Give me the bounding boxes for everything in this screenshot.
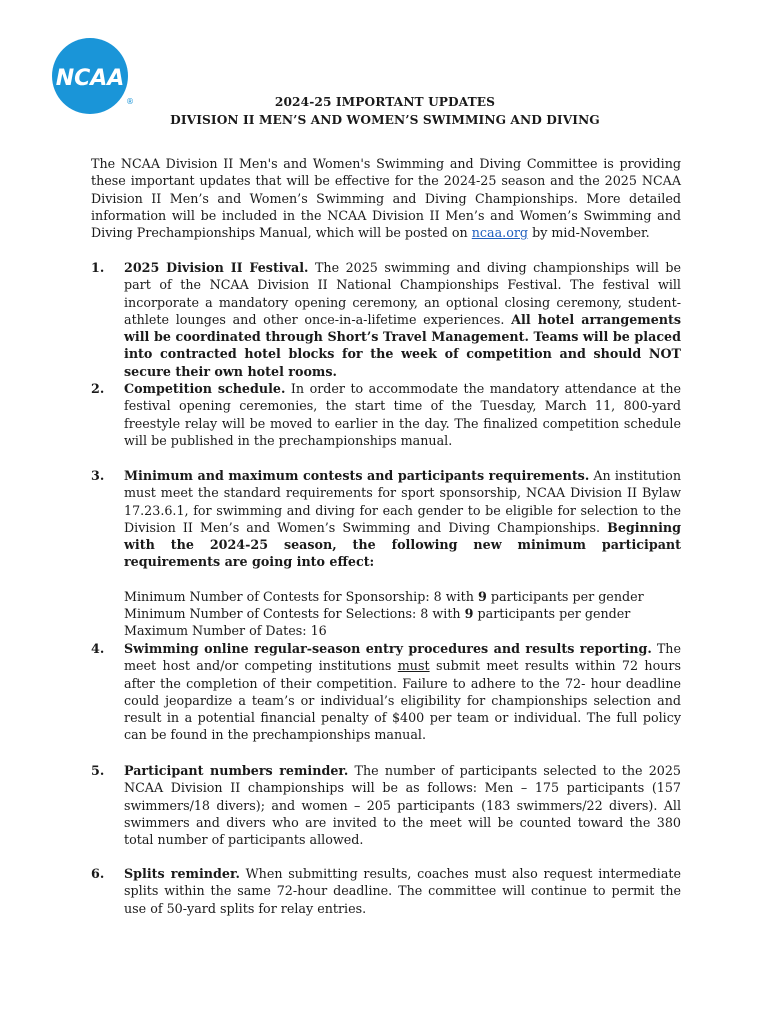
item-title: Competition schedule.	[124, 381, 286, 396]
list-item: 2. Competition schedule. In order to accommodate the mandatory attendance at the festival opening ceremonies, the start time of the Tuesday, March 11, 800-yard freestyle relay will be moved to earlier in the day. The finalized competition schedule will be published in the prechampionships manual.	[91, 381, 681, 448]
sponsorship-limit: Minimum Number of Contests for Sponsorship: 8 with 9 participants per gender	[124, 588, 644, 604]
item-number: 2.	[91, 381, 105, 396]
list-item: 6. Splits reminder. When submitting results, coaches must also request intermediate splits within the same 72-hour deadline. The committee will continue to permit the use of 50-yard splits for relay entries.	[91, 866, 681, 916]
item-bold-text: All hotel arrangements will be coordinated through Short’s Travel Management. Teams will be placed into contracted hotel blocks for the week of competition and should NOT secure their own hotel rooms.	[124, 311, 681, 379]
item-title: Participant numbers reminder.	[124, 763, 349, 778]
item-title: Minimum and maximum contests and participants requirements.	[124, 468, 590, 483]
item-number: 5.	[91, 763, 105, 778]
underlined-word: must	[397, 658, 430, 674]
ncaa-org-link[interactable]: ncaa.org	[471, 225, 529, 241]
item-number: 3.	[91, 468, 105, 483]
list-item: 3. Minimum and maximum contests and participants requirements. An institution must meet the standard requirements for sport sponsorship, NCAA Division II Bylaw 17.23.6.1, for swimming and diving for each gender to be eligible for selection to the Division II Men’s and Women’s Swimming and Diving Championships. Beginning with the 2024-25 season, the following new minimum participant requirements are going into effect: Minimum Number of Contests for Sponsorship: 8 with 9 participants per gender Minimum Number of Contests for Selections: 8 with 9 participants per gender Maximum Number of Dates: 16	[91, 468, 681, 639]
max-dates: Maximum Number of Dates: 16	[124, 623, 327, 639]
item-number: 4.	[91, 641, 105, 656]
contest-limits	[124, 588, 681, 640]
list-item: 5. Participant numbers reminder. The number of participants selected to the 2025 NCAA Division II championships will be as follows: Men – 175 participants (157 swimmers/18 divers); and women – 205 participants (183 swimmers/22 divers). All swimmers and divers who are invited to the meet will be counted toward the 380 total number of participants allowed.	[91, 763, 681, 848]
item-title: Splits reminder.	[124, 866, 240, 881]
intro-paragraph: The NCAA Division II Men's and Women's Swimming and Diving Committee is providing these important updates that will be effective for the 2024-25 season and the 2025 NCAA Division II Men’s and Women’s Swimming and Diving Championships. More detailed information will be included in the NCAA Division II Men’s and Women’s Swimming and Diving Prechampionships Manual, which will be posted on ncaa.org by mid-November.	[91, 156, 681, 241]
item-title: 2025 Division II Festival.	[124, 260, 309, 275]
selections-limit: Minimum Number of Contests for Selections: 8 with 9 participants per gender	[124, 606, 631, 622]
registered-mark: ®	[126, 97, 134, 106]
item-title: Swimming online regular-season entry procedures and results reporting.	[124, 641, 652, 656]
heading-line-2: DIVISION II MEN’S AND WOMEN’S SWIMMING AND DIVING	[170, 112, 600, 127]
item-number: 6.	[91, 866, 105, 881]
item-number: 1.	[91, 260, 105, 275]
logo-text: NCAA	[55, 66, 125, 91]
document-heading	[90, 94, 680, 129]
heading-line-1: 2024-25 IMPORTANT UPDATES	[274, 95, 496, 109]
list-item: 1. 2025 Division II Festival. The 2025 swimming and diving championships will be part of the NCAA Division II National Championships Festival. The festival will incorporate a mandatory opening ceremony, an optional closing ceremony, student-athlete lounges and other once-in-a-lifetime experiences. All hotel arrangements will be coordinated through Short’s Travel Management. Teams will be placed into contracted hotel blocks for the week of competition and should NOT secure their own hotel rooms.	[91, 260, 681, 379]
item-bold-text: Beginning with the 2024-25 season, the following new minimum participant requirements are going into effect:	[124, 519, 681, 570]
list-item: 4. Swimming online regular-season entry procedures and results reporting. The meet host and/or competing institutions must submit meet results within 72 hours after the completion of their competition. Failure to adhere to the 72- hour deadline could jeopardize a team’s or individual’s eligibility for championships selection and result in a potential financial penalty of $400 per team or individual. The full policy can be found in the prechampionships manual.	[91, 641, 681, 743]
